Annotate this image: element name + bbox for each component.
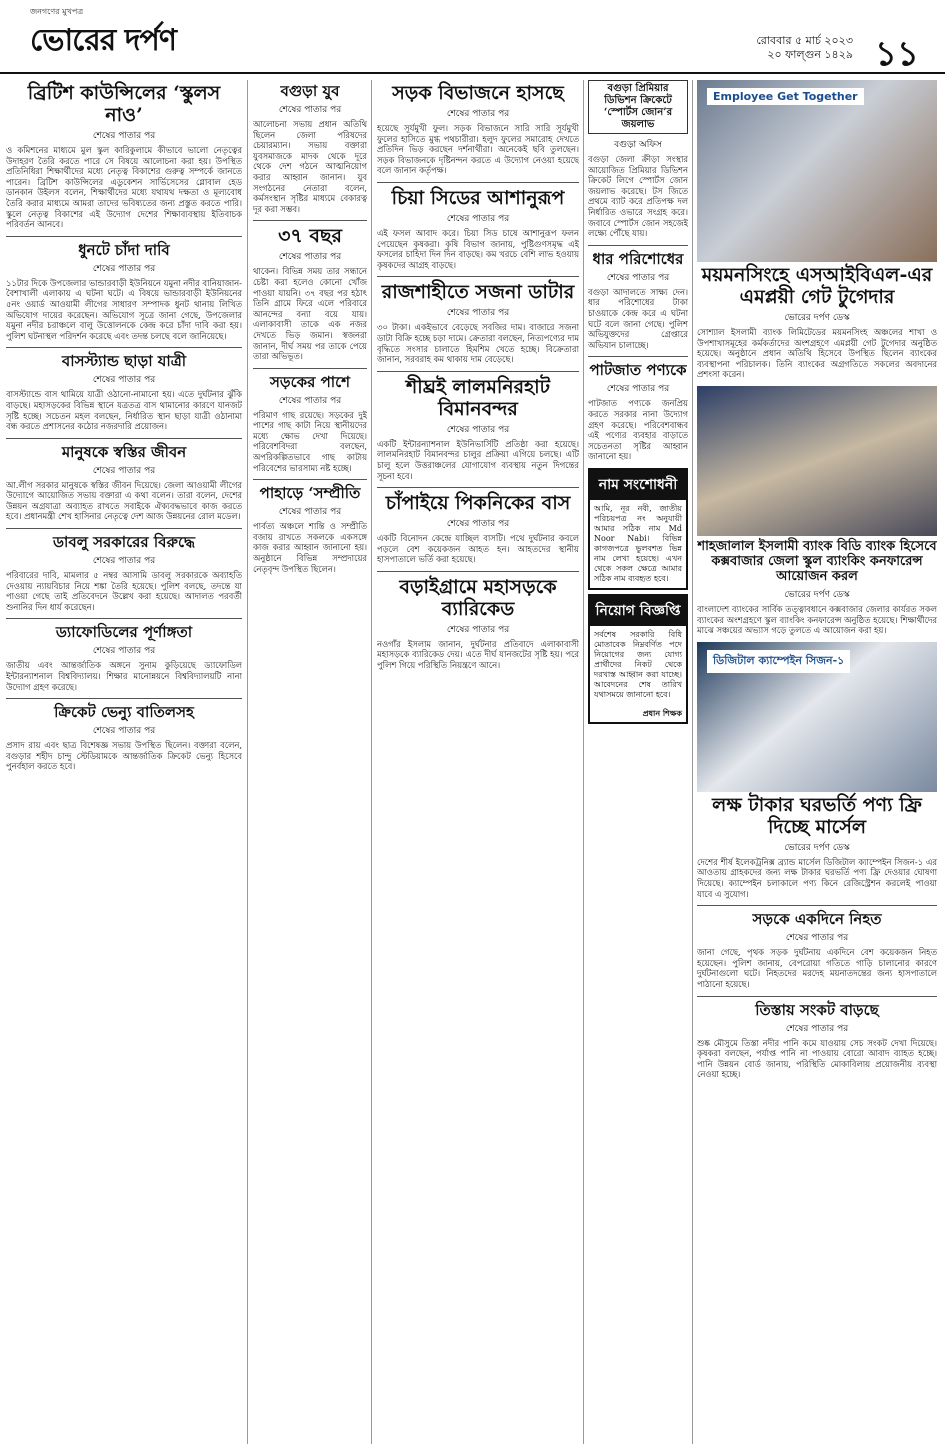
column-3 [377, 80, 579, 1444]
divider [697, 905, 937, 906]
story [377, 82, 579, 176]
headline: সড়কের পাশে [269, 372, 351, 391]
divider [377, 182, 579, 183]
story-body: এই ফসল আবাদ করে। চিয়া সিড চাষে আশানুরূপ ফলন পেয়েছেন কৃষকরা। কৃষি বিভাগ জানায়, পুষ্টিগুণসমৃদ্ধ এই ফসলের চাহিদা দিন দিন বাড়ছে। কম খরচে বেশি লাভ হওয়ায় কৃষকদের আগ্রহ বাড়ছে। [377, 227, 579, 270]
story [377, 492, 579, 565]
headline: ধুনটে চাঁদা দাবি [78, 240, 170, 259]
story [697, 1001, 937, 1080]
headline: সড়ক বিভাজনে হাসছে [392, 82, 564, 104]
continuation-label: শেষের পাতার পর [278, 105, 342, 115]
column-5 [697, 80, 937, 1444]
continuation-label: শেষের পাতার পর [606, 384, 670, 395]
story-body: থাকেন। বিভিন্ন সময় তার সন্ধানে চেষ্টা করা হলেও কোনো খোঁজ পাওয়া যায়নি। ৩৭ বছর পর হঠাৎ তিনি গ্রামে ফিরে এলে পরিবারে আনন্দের বন্যা বয়ে যায়। এলাকাবাসী তাকে এক নজর দেখতে ভিড় জমান। স্বজনরা জানান, দীর্ঘ সময় পর তাকে পেয়ে তারা অভিভূত। [253, 266, 367, 362]
story [697, 264, 937, 380]
story-body: সোশ্যাল ইসলামী ব্যাংক লিমিটেডের ময়মনসিংহ অঞ্চলের শাখা ও উপশাখাসমূহের কর্মকর্তাদের অংশগ্রহণে এমপ্লয়ী গেট টুগেদার অনুষ্ঠিত হয়েছে। অনুষ্ঠানে প্রধান অতিথি হিসেবে উপস্থিত ছিলেন ব্যাংকের ব্যবস্থাপনা পরিচালক। তিনি ব্যাংকের অগ্রগতিতে সকলের অবদানের প্রশংসা করেন। [697, 327, 937, 380]
story [6, 352, 242, 431]
story [377, 576, 579, 671]
story-body: পরিবারের দাবি, মামলার ৫ নম্বর আসামি ডাবলু সরকারকে অব্যাহতি দেওয়ায় ন্যায়বিচার নিয়ে শঙ্কা তৈরি হয়েছে। পুলিশ বলছে, তদন্তে যা পাওয়া গেছে তাই প্রতিবেদনে উল্লেখ করা হয়েছে। আদালত পরবর্তী শুনানির দিন ধার্য করেছেন। [6, 570, 242, 612]
headline: ড্যাফোডিলের পূর্ণাঙ্গতা [55, 623, 193, 642]
photo-banner: Employee Get Together [707, 88, 864, 105]
divider [253, 479, 367, 480]
story-body: দেশের শীর্ষ ইলেকট্রনিক্স ব্র্যান্ড মার্সেল ডিজিটাল ক্যাম্পেইন সিজন-১ এর আওতায় গ্রাহকদের জন্য লক্ষ টাকার ঘরভর্তি পণ্য ফ্রি দেওয়ার ঘোষণা দিয়েছে। ক্যাম্পেইন চলাকালে পণ্য কিনে রেজিস্ট্রেশন করলেই পাওয়া যাবে এ সুযোগ। [697, 856, 937, 899]
story-body: পাটজাত পণ্যকে জনপ্রিয় করতে সরকার নানা উদ্যোগ গ্রহণ করেছে। পরিবেশবান্ধব এই পণ্যের ব্যবহার বাড়াতে সচেতনতা সৃষ্টির আহ্বান জানানো হয়। [588, 398, 688, 462]
story-body: বগুড়া জেলা ক্রীড়া সংস্থার আয়োজিত প্রিমিয়ার ডিভিশন ক্রিকেট লিগে স্পোর্টস জোন জয়লাভ করেছে। টস জিতে প্রথমে ব্যাট করে প্রতিপক্ষ দল নির্ধারিত ওভারে সংগ্রহ করে। জবাবে স্পোর্টস জোন সহজেই লক্ষ্যে পৌঁছে যায়। [588, 154, 688, 239]
divider [588, 245, 688, 246]
story-body: বগুড়া আদালতে সাক্ষ্য দেন। ধার পরিশোধের টাকা চাওয়াকে কেন্দ্র করে এ ঘটনা ঘটে বলে জানা গেছে। পুলিশ অভিযুক্তদের গ্রেপ্তারে অভিযান চালাচ্ছে। [588, 286, 688, 350]
headline: তিস্তায় সংকট বাড়ছে [755, 1000, 879, 1019]
event-photo [697, 80, 937, 262]
tagline: জনগণের মুখপত্র [30, 7, 84, 16]
story-body: জানা গেছে, পৃথক সড়ক দুর্ঘটনায় একদিনে বেশ কয়েকজন নিহত হয়েছেন। পুলিশ জানায়, বেপরোয়া গতিতে গাড়ি চালানোর কারণে দুর্ঘটনাগুলো ঘটে। নিহতদের মরদেহ ময়নাতদন্তের জন্য হাসপাতালে পাঠানো হয়েছে। [697, 947, 937, 989]
divider [253, 368, 367, 369]
story-body: আলোচনা সভায় প্রধান অতিথি ছিলেন জেলা পরিষদের চেয়ারম্যান। সভায় বক্তারা যুবসমাজকে মাদক থেকে দূরে থেকে দেশ গঠনে আত্মনিয়োগ করার আহ্বান জানান। যুব সংগঠনের নেতারা বলেন, কর্মসংস্থান সৃষ্টির মাধ্যমে বেকারত্ব দূর করা সম্ভব। [253, 119, 367, 214]
story [253, 373, 367, 474]
name-correction-notice [588, 468, 688, 590]
continuation-label: শেষের পাতার পর [785, 933, 849, 944]
story-body: বাসস্ট্যান্ডে বাস থামিয়ে যাত্রী ওঠানো-নামানো হয়। এতে দুর্ঘটনার ঝুঁকি বাড়ছে। মহাসড়কের বিভিন্ন স্থানে যত্রতত্র বাস থামানোর কারণে যানজট সৃষ্টি হচ্ছে। সচেতন মহল বলছেন, নির্ধারিত স্থান ছাড়া যাত্রী ওঠানামা বন্ধ করতে প্রশাসনের কঠোর নজরদারি প্রয়োজন। [6, 389, 242, 432]
story [697, 539, 937, 636]
story [253, 225, 367, 361]
story-body: শুষ্ক মৌসুমে তিস্তা নদীর পানি কমে যাওয়ায় সেচ সংকট দেখা দিয়েছে। কৃষকরা বলছেন, পর্যাপ্ত পানি না পাওয়ায় বোরো আবাদ ব্যাহত হচ্ছে। পানি উন্নয়ন বোর্ড জানায়, পরিস্থিতি মোকাবিলায় প্রয়োজনীয় ব্যবস্থা নেওয়া হচ্ছে। [697, 1037, 937, 1080]
continuation-label: শেষের পাতার পর [446, 213, 510, 224]
byline: ভোরের দর্পণ ডেস্ক [784, 842, 850, 853]
divider [253, 220, 367, 221]
notice-title: নাম সংশোধনী [590, 470, 686, 500]
story [6, 443, 242, 522]
byline: ভোরের দর্পণ ডেস্ক [784, 313, 850, 323]
column-2 [253, 80, 367, 1444]
continuation-label: শেষের পাতার পর [92, 263, 156, 274]
story [377, 376, 579, 481]
column-divider [583, 80, 584, 1444]
story [377, 187, 579, 270]
story-body: আ.লীগ সরকার মানুষকে স্বস্তির জীবন দিয়েছে। জেলা আওয়ামী লীগের উদ্যোগে আয়োজিত সভায় বক্তারা এ কথা বলেন। তারা বলেন, দেশের উন্নয়ন অগ্রযাত্রা অব্যাহত রাখতে সবাইকে ঐক্যবদ্ধভাবে কাজ করতে হবে। প্রধানমন্ত্রী শেখ হাসিনার নেতৃত্বে দেশ আজ উন্নয়নের রোল মডেল। [6, 479, 242, 522]
continuation-label: শেষের পাতার পর [446, 519, 510, 530]
continuation-label: শেষের পাতার পর [92, 131, 156, 141]
story-body: প্রসাদ রায় এবং ছাত্র বিশেষজ্ঞ সভায় উপস্থিত ছিলেন। বক্তারা বলেন, বগুড়ার শহীদ চান্দু স্টেডিয়ামকে আন্তর্জাতিক ক্রিকেট ভেন্যু হিসেবে পুনর্বহাল করতে হবে। [6, 740, 242, 772]
story-body: হয়েছে সূর্যমুখী ফুল। সড়ক বিভাজনে সারি সারি সূর্যমুখী ফুলের হাসিতে মুগ্ধ পথচারীরা। হলুদ ফুলের সমারোহ দেখতে প্রতিদিন ভিড় করছেন দর্শনার্থীরা। অনেকেই ছবি তুলছেন। সড়ক বিভাজনকে দৃষ্টিনন্দন করতে এ উদ্যোগ নেওয়া হয়েছে বলে জানান কর্তৃপক্ষ। [377, 123, 579, 176]
continuation-label: শেষের পাতার পর [278, 395, 342, 406]
headline: ডাবলু সরকারের বিরুদ্ধে [52, 533, 196, 552]
newspaper-logo: ভোরের দর্পণ [30, 23, 176, 58]
story [6, 623, 242, 692]
notice-body: আমি, নূর নবী, জাতীয় পরিচয়পত্র নং অনুযায়ী আমার সঠিক নাম Md Noor Nabi। বিভিন্ন কাগজপত্রে ভুলবশত ভিন্ন নাম লেখা হয়েছে। এখন থেকে সকল ক্ষেত্রে আমার সঠিক নাম ব্যবহৃত হবে। [594, 503, 682, 583]
continuation-label: শেষের পাতার পর [785, 1023, 849, 1034]
headline: ব্রিটিশ কাউন্সিলের ‘স্কুলস নাও’ [27, 82, 221, 126]
date-bangla: ২০ ফাল্গুন ১৪২৯ [767, 48, 853, 61]
continuation-label: শেষের পাতার পর [278, 507, 342, 518]
headline: ক্রিকেট ভেন্যু বাতিলসহ [54, 703, 194, 722]
headline: রাজশাহীতে সজনা ডাটার [381, 281, 575, 304]
headline: পাটজাত পণ্যকে [589, 361, 687, 380]
story-body: পরিমাণ গাছ রয়েছে। সড়কের দুই পাশের গাছ কাটা নিয়ে স্থানীয়দের মধ্যে ক্ষোভ দেখা দিয়েছে। পরিবেশবিদরা বলছেন, অপরিকল্পিতভাবে গাছ কাটায় পরিবেশের ভারসাম্য নষ্ট হচ্ছে। [253, 409, 367, 473]
campaign-banner: ডিজিটাল ক্যাম্পেইন সিজন-১ [707, 650, 850, 673]
headline: শীঘ্রই লালমনিরহাট বিমানবন্দর [406, 375, 550, 420]
divider [588, 356, 688, 357]
continuation-label: শেষের পাতার পর [92, 375, 156, 386]
story [6, 703, 242, 772]
continuation-label: শেষের পাতার পর [606, 272, 670, 283]
headline: পাহাড়ে ‘সম্প্রীতি [259, 484, 361, 503]
story-body: জাতীয় এবং আন্তর্জাতিক অঙ্গনে সুনাম কুড়িয়েছে ড্যাফোডিল ইন্টারন্যাশনাল বিশ্ববিদ্যালয়। শিক্ষার মানোন্নয়নে বিশ্ববিদ্যালয়টি নানা উদ্যোগ গ্রহণ করেছে। [6, 660, 242, 692]
story [588, 250, 688, 351]
headline: চিয়া সিডের আশানুরূপ [391, 186, 565, 209]
divider [6, 438, 242, 439]
byline: ভোরের দর্পণ ডেস্ক [784, 589, 850, 600]
headline: বগুড়া প্রিমিয়ার ডিভিশন ক্রিকেটে ‘স্পোর্টস জোন’র জয়লাভ [588, 80, 688, 134]
column-divider [371, 80, 372, 1444]
byline: বগুড়া অফিস [614, 140, 662, 150]
headline: বগুড়া যুব [280, 82, 340, 100]
story [377, 281, 579, 364]
job-notice-signature: প্রধান শিক্ষক [642, 707, 682, 718]
column-4 [588, 80, 688, 1444]
story-body: পার্বত্য অঞ্চলে শান্তি ও সম্প্রীতি বজায় রাখতে সকলকে একসঙ্গে কাজ করার আহ্বান জানানো হয়। অনুষ্ঠানে বিভিন্ন সম্প্রদায়ের নেতৃবৃন্দ উপস্থিত ছিলেন। [253, 521, 367, 574]
story [697, 910, 937, 989]
divider [6, 698, 242, 699]
continuation-label: শেষের পাতার পর [92, 726, 156, 737]
column-divider [247, 80, 248, 1444]
continuation-label: শেষের পাতার পর [446, 109, 510, 119]
column-1 [6, 80, 242, 1444]
headline: মানুষকে স্বস্তির জীবন [61, 442, 187, 461]
story [6, 241, 242, 342]
headline: বড়াইগ্রামে মহাসড়কে ব্যারিকেড [399, 575, 557, 620]
divider [377, 276, 579, 277]
story [253, 82, 367, 214]
story-body: ১১টার দিকে উপজেলার ভান্ডারবাড়ী ইউনিয়নে যমুনা নদীর বানিয়াজান-বৈশাখালী এলাকায় এ ঘটনা ঘটে। এ বিষয়ে ভান্ডারবাড়ী ইউনিয়নের ৫নং ওয়ার্ড আওয়ামী লীগের সাধারণ সম্পাদক ধুনট থানায় লিখিত অভিযোগ দায়ের করেছেন। অভিযোগ সূত্রে জানা গেছে, উপজেলার যমুনা নদীর চরাঞ্চলে বালু উত্তোলনকে কেন্দ্র করে চাঁদা দাবি করা হয়। পুলিশ ঘটনাস্থল পরিদর্শন করেছে এবং তদন্ত চলছে বলে জানিয়েছে। [6, 277, 242, 341]
headline: লক্ষ টাকার ঘরভর্তি পণ্য ফ্রি দিচ্ছে মার্সেল [712, 793, 922, 838]
headline: শাহজালাল ইসলামী ব্যাংক বিডি ব্যাংক হিসেবে কক্সবাজার জেলা স্কুল ব্যাংকিং কনফারেন্স আয়োজন করল [697, 538, 937, 584]
column-divider [692, 80, 693, 1444]
divider [6, 528, 242, 529]
continuation-label: শেষের পাতার পর [446, 624, 510, 635]
divider [377, 571, 579, 572]
continuation-label: শেষের পাতার পর [278, 252, 342, 263]
job-notice-body: সর্বশেষ সরকারি বিধি মোতাবেক নিম্নবর্ণিত পদে নিয়োগের জন্য যোগ্য প্রার্থীদের নিকট থেকে দরখাস্ত আহ্বান করা যাচ্ছে। আবেদনের শেষ তারিখ যথাসময়ে জানানো হবে। [594, 629, 682, 699]
headline: সড়কে একদিনে নিহত [752, 910, 882, 929]
page-number: ১১ [874, 34, 919, 74]
continuation-label: শেষের পাতার পর [92, 556, 156, 567]
story [6, 533, 242, 612]
continuation-label: শেষের পাতার পর [446, 308, 510, 319]
date-gregorian: রোববার ৫ মার্চ ২০২৩ [756, 34, 853, 47]
continuation-label: শেষের পাতার পর [92, 646, 156, 657]
divider [377, 371, 579, 372]
divider [377, 487, 579, 488]
job-notice-title: নিয়োগ বিজ্ঞপ্তি [590, 596, 686, 626]
job-notice [588, 594, 688, 724]
story-body: একটি ইন্টারন্যাশনাল ইউনিভার্সিটি প্রতিষ্ঠা করা হয়েছে। লালমনিরহাট বিমানবন্দর চালুর প্রক্রিয়া এগিয়ে চলছে। এটি চালু হলে উত্তরাঞ্চলের যোগাযোগ ব্যবস্থায় নতুন দিগন্তের সূচনা হবে। [377, 438, 579, 481]
story-body: একটি বিনোদন কেন্দ্রে যাচ্ছিল বাসটি। পথে দুর্ঘটনার কবলে পড়লে বেশ কয়েকজন আহত হন। আহতদের স্থানীয় হাসপাতালে ভর্তি করা হয়েছে। [377, 533, 579, 565]
story [588, 361, 688, 462]
issue-date [756, 34, 853, 62]
story-body: ও কমিশনের মাধ্যমে মুল স্কুল কারিকুলামে কীভাবে ভালো নেতৃত্বের উদাহরণ তৈরি করতে পারে সে বিষয়ে আলোচনা করা হয়। উপস্থিত প্রতিনিধিরা শিক্ষার্থীদের মধ্যে নেতৃত্ব বিকাশের গুরুত্ব সম্পর্কে জানতে পারেন। ব্রিটিশ কাউন্সিলের এডুকেশন সার্ভিসেসের গ্লোবাল হেড ডানকান উইলস বলেন, শিক্ষার্থীদের মধ্যে যথাযথ দক্ষতা ও মূল্যবোধ তৈরি করার মাধ্যমে আমরা তাদের ভবিষ্যতের জন্য প্রস্তুত করতে পারি। স্কুলে নেতৃত্ব বিকাশের এই উদ্যোগ দেশের শিক্ষাব্যবস্থায় ইতিবাচক পরিবর্তন আনবে। [6, 145, 242, 230]
divider [697, 996, 937, 997]
headline: চাঁপাইয়ে পিকনিকের বাস [385, 492, 571, 515]
story-body: নওগাঁর ইসলাম জানান, দুর্ঘটনার প্রতিবাদে এলাকাবাসী মহাসড়কে ব্যারিকেড দেয়। এতে দীর্ঘ যানজটের সৃষ্টি হয়। পরে পুলিশ গিয়ে পরিস্থিতি নিয়ন্ত্রণে আনে। [377, 638, 579, 671]
headline: বাসস্ট্যান্ড ছাড়া যাত্রী [61, 352, 187, 371]
divider [6, 618, 242, 619]
continuation-label: শেষের পাতার পর [446, 424, 510, 435]
conference-photo [697, 386, 937, 536]
headline: ধার পরিশোধের [592, 249, 684, 268]
story [6, 82, 242, 230]
story [697, 794, 937, 899]
campaign-photo [697, 642, 937, 792]
masthead [0, 0, 945, 74]
continuation-label: শেষের পাতার পর [92, 465, 156, 476]
story [588, 80, 688, 239]
story-body: বাংলাদেশ ব্যাংকের সার্বিক তত্ত্বাবধানে কক্সবাজার জেলার কার্যরত সকল ব্যাংকের অংশগ্রহণে স্কুল ব্যাংকিং কনফারেন্স অনুষ্ঠিত হয়েছে। শিক্ষার্থীদের মাঝে সঞ্চয়ের অভ্যাস গড়ে তুলতে এ আয়োজন করা হয়। [697, 603, 937, 636]
story [253, 484, 367, 574]
headline: ময়মনসিংহে এসআইবিএল-এর এমপ্লয়ী গেট টুগেদার [701, 264, 933, 308]
story-body: ৩০ টাকা। একইভাবে বেড়েছে সবজির দাম। বাজারে সজনা ডাটা বিক্রি হচ্ছে চড়া দামে। ক্রেতারা বলছেন, নিত্যপণ্যের দাম বৃদ্ধিতে সংসার চালাতে হিমশিম খেতে হচ্ছে। বিক্রেতারা জানান, সরবরাহ কম থাকায় দাম বেড়েছে। [377, 322, 579, 365]
divider [6, 347, 242, 348]
divider [6, 236, 242, 237]
headline: ৩৭ বছর [278, 225, 342, 248]
